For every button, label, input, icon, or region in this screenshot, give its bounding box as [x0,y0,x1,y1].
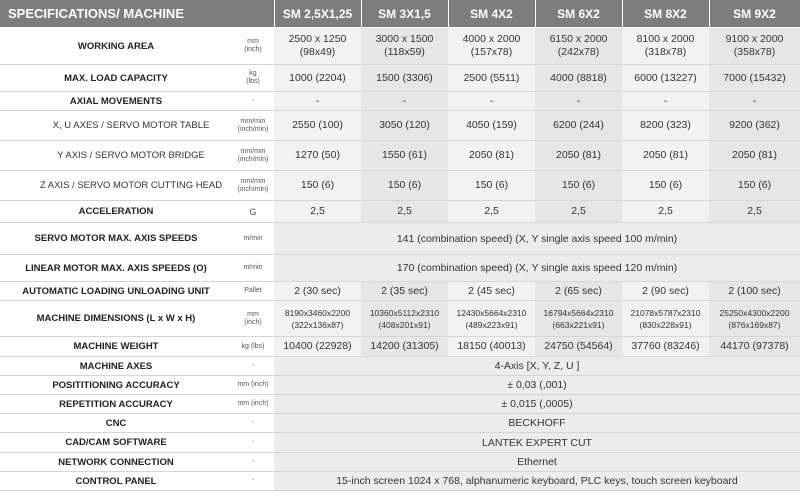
table-row [0,255,800,282]
model-header: SM 6X2 [535,0,622,28]
value-cell: 21078x5787x2310 (830x228x91) [622,301,709,337]
row-unit: mm (inch) [232,28,274,65]
value-cell: 2 (90 sec) [622,282,709,301]
row-label: POSITITIONING ACCURACY [0,376,232,395]
value-cell: 12430x5664x2310 (489x223x91) [448,301,535,337]
row-label: AXIAL MOVEMENTS [0,92,232,111]
value-cell: 4000 (8818) [535,65,622,92]
value-cell: 44170 (97378) [709,337,800,357]
value-cell: - [274,92,361,111]
row-unit: m/min [232,223,274,255]
row-unit: mm (inch) [232,301,274,337]
table-row [0,111,800,141]
row-unit: - [232,357,274,376]
value-cell: 16794x5664x2310 (663x221x91) [535,301,622,337]
table-row [0,472,800,491]
value-cell: 2050 (81) [622,141,709,171]
value-cell: 3050 (120) [361,111,448,141]
value-cell: 1500 (3306) [361,65,448,92]
row-label: CNC [0,414,232,433]
table-row [0,28,800,65]
table-row [0,376,800,395]
value-cell: 2,5 [361,201,448,223]
value-cell: 2,5 [274,201,361,223]
value-cell: 25250x4300x2200 (876x169x87) [709,301,800,337]
table-row [0,201,800,223]
value-cell: 9100 x 2000 (358x78) [709,28,800,65]
value-cell: 2,5 [535,201,622,223]
value-cell-merged: BECKHOFF [274,414,800,433]
value-cell: 6150 x 2000 (242x78) [535,28,622,65]
value-cell: 2550 (100) [274,111,361,141]
row-unit: mm/min (inch/min) [232,111,274,141]
value-cell: 8190x3460x2200 (322x136x87) [274,301,361,337]
value-cell: 10400 (22928) [274,337,361,357]
row-label: ACCELERATION [0,201,232,223]
model-header: SM 8X2 [622,0,709,28]
row-label: MACHINE AXES [0,357,232,376]
table-row [0,453,800,472]
value-cell: 8100 x 2000 (318x78) [622,28,709,65]
row-label: MAX. LOAD CAPACITY [0,65,232,92]
row-unit: mm (inch) [232,376,274,395]
row-unit: - [232,433,274,453]
value-cell: 14200 (31305) [361,337,448,357]
row-unit: Pallet [232,282,274,301]
value-cell-merged: 170 (combination speed) (X, Y single axis speed 120 m/min) [274,255,800,282]
value-cell: 150 (6) [448,171,535,201]
value-cell: - [709,92,800,111]
value-cell: 2 (65 sec) [535,282,622,301]
value-cell: 150 (6) [622,171,709,201]
row-label: CONTROL PANEL [0,472,232,491]
row-unit: mm (inch) [232,395,274,414]
value-cell: 37760 (83246) [622,337,709,357]
value-cell: 150 (6) [361,171,448,201]
value-cell: 2050 (81) [535,141,622,171]
table-row [0,357,800,376]
row-unit: kg (lbs) [232,65,274,92]
value-cell: - [361,92,448,111]
table-row [0,171,800,201]
value-cell: 1550 (61) [361,141,448,171]
header-row [0,0,800,28]
value-cell: 150 (6) [535,171,622,201]
row-unit: mm/min (inch/min) [232,141,274,171]
value-cell: 2500 x 1250 (98x49) [274,28,361,65]
table-row [0,92,800,111]
value-cell: 9200 (362) [709,111,800,141]
model-header: SM 3X1,5 [361,0,448,28]
value-cell-merged: LANTEK EXPERT CUT [274,433,800,453]
value-cell: 6200 (244) [535,111,622,141]
row-label: X, U AXES / SERVO MOTOR TABLE [0,111,232,141]
row-label: NETWORK CONNECTION [0,453,232,472]
value-cell: 6000 (13227) [622,65,709,92]
row-label: REPETITION ACCURACY [0,395,232,414]
value-cell: 2 (30 sec) [274,282,361,301]
value-cell-merged: 4-Axis [X, Y, Z, U ] [274,357,800,376]
model-header: SM 4X2 [448,0,535,28]
row-unit: - [232,92,274,111]
value-cell-merged: 141 (combination speed) (X, Y single axis speed 100 m/min) [274,223,800,255]
value-cell: 2050 (81) [448,141,535,171]
row-unit: - [232,472,274,491]
value-cell: 150 (6) [274,171,361,201]
value-cell-merged: Ethernet [274,453,800,472]
value-cell: 2050 (81) [709,141,800,171]
table-row [0,282,800,301]
model-header: SM 9X2 [709,0,800,28]
row-label: Y AXIS / SERVO MOTOR BRIDGE [0,141,232,171]
value-cell: - [535,92,622,111]
row-unit: - [232,414,274,433]
value-cell: 150 (6) [709,171,800,201]
table-row [0,223,800,255]
row-unit: m/min [232,255,274,282]
table-row [0,337,800,357]
value-cell: 2 (35 sec) [361,282,448,301]
value-cell: 2500 (5511) [448,65,535,92]
value-cell-merged: 15-inch screen 1024 x 768, alphanumeric keyboard, PLC keys, touch screen keyboard [274,472,800,491]
row-label: Z AXIS / SERVO MOTOR CUTTING HEAD [0,171,232,201]
value-cell: 8200 (323) [622,111,709,141]
value-cell: 1270 (50) [274,141,361,171]
row-label: LINEAR MOTOR MAX. AXIS SPEEDS (O) [0,255,232,282]
value-cell: 4000 x 2000 (157x78) [448,28,535,65]
table-row [0,433,800,453]
value-cell: 2 (100 sec) [709,282,800,301]
value-cell: 1000 (2204) [274,65,361,92]
row-unit: - [232,453,274,472]
row-unit: G [232,201,274,223]
table-title: SPECIFICATIONS/ MACHINE [0,0,274,28]
row-unit: mm/min (inch/min) [232,171,274,201]
table-row [0,141,800,171]
value-cell: 2,5 [709,201,800,223]
table-row [0,301,800,337]
row-label: MACHINE WEIGHT [0,337,232,357]
table-row [0,395,800,414]
row-label: SERVO MOTOR MAX. AXIS SPEEDS [0,223,232,255]
value-cell: - [622,92,709,111]
row-unit: kg (lbs) [232,337,274,357]
value-cell: 4050 (159) [448,111,535,141]
value-cell: 7000 (15432) [709,65,800,92]
value-cell: 2 (45 sec) [448,282,535,301]
table-row [0,414,800,433]
value-cell-merged: ± 0,03 (,001) [274,376,800,395]
row-label: CAD/CAM SOFTWARE [0,433,232,453]
table-row [0,65,800,92]
value-cell: - [448,92,535,111]
value-cell: 3000 x 1500 (118x59) [361,28,448,65]
row-label: WORKING AREA [0,28,232,65]
model-header: SM 2,5X1,25 [274,0,361,28]
row-label: MACHINE DIMENSIONS (L x W x H) [0,301,232,337]
value-cell: 18150 (40013) [448,337,535,357]
value-cell-merged: ± 0,015 (,0005) [274,395,800,414]
value-cell: 10360x5112x2310 (408x201x91) [361,301,448,337]
row-label: AUTOMATIC LOADING UNLOADING UNIT [0,282,232,301]
value-cell: 2,5 [622,201,709,223]
value-cell: 2,5 [448,201,535,223]
value-cell: 24750 (54564) [535,337,622,357]
